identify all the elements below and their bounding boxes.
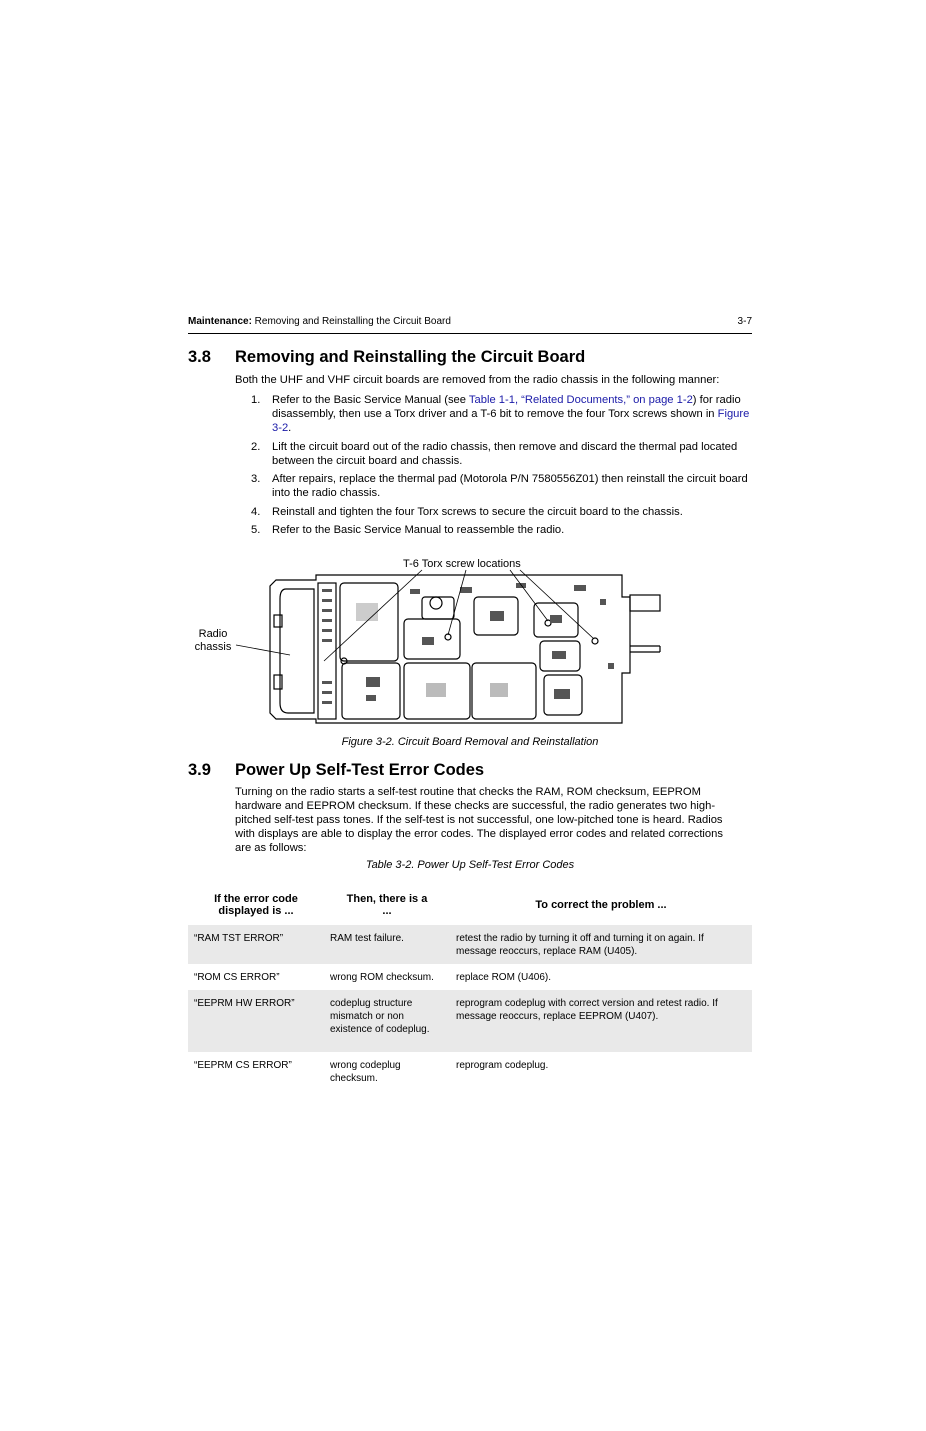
error-fix: reprogram codeplug with correct version and retest radio. If message reoccurs, replace EEPROM (U407). [450, 990, 752, 1052]
step-item [235, 523, 753, 537]
step-item [235, 440, 753, 468]
error-cause: wrong codeplug checksum. [330, 1060, 401, 1084]
col-header: If the error code displayed is ... [214, 893, 298, 917]
step-text: Reinstall and tighten the four Torx screws to secure the circuit board to the chassis. [272, 505, 683, 518]
error-cause: codeplug structure mismatch or non existence of codeplug. [324, 990, 450, 1052]
torx-screw-marker [592, 638, 598, 644]
section-title: Power Up Self-Test Error Codes [235, 761, 485, 779]
flex-connector-strip [318, 583, 336, 719]
error-fix: replace ROM (U406). [456, 972, 552, 983]
antenna-connector [630, 595, 660, 611]
error-code: “RAM TST ERROR” [188, 925, 324, 964]
screw-leader-line [448, 570, 466, 635]
step-number: 5. [251, 524, 261, 537]
related-documents-link[interactable]: Table 1-1, “Related Documents,” on page 1-2 [468, 394, 693, 406]
error-cause: RAM test failure. [324, 925, 450, 964]
step-text: Refer to the Basic Service Manual to reassemble the radio. [272, 524, 565, 537]
shield-can [340, 583, 398, 661]
step-text: Lift the circuit board out of the radio chassis, then remove and discard the thermal pad located between the circuit board and chassis. [272, 440, 738, 467]
circuit-board-figure [190, 553, 670, 731]
error-fix: retest the radio by turning it off and turning it on again. If message reoccurs, replace RAM (U405). [450, 925, 752, 964]
screw-leader-line [510, 570, 548, 621]
table-row [188, 964, 752, 990]
section-3-8-heading [188, 348, 752, 368]
error-cause: wrong ROM checksum. [330, 972, 434, 983]
table-row [188, 990, 752, 1052]
section-number: 3.8 [188, 348, 211, 366]
step-text: Refer to the Basic Service Manual (see [272, 394, 469, 406]
step-text: After repairs, replace the thermal pad (Motorola P/N 7580556Z01) then reinstall the circuit board into the radio chassis. [272, 473, 748, 500]
screw-leader-line [324, 570, 422, 661]
table-row [188, 925, 752, 964]
error-code: “ROM CS ERROR” [194, 972, 280, 983]
table-header-row [188, 885, 752, 925]
section-number: 3.9 [188, 761, 211, 779]
section-3-9-paragraph: Turning on the radio starts a self-test routine that checks the RAM, ROM checksum, EEPROM hardware and EEPROM checksum. If these checks are successful, the radio generates two high-pitched self-test pass tones. If the self-test is not successful, one low-pitched tone is heard. Radios with displays are able to display the error codes. The displayed error codes and related corrections are as follows: [235, 786, 723, 854]
step-number: 2. [251, 440, 261, 453]
step-item [235, 393, 753, 435]
step-number: 1. [251, 394, 261, 406]
section-title: Removing and Reinstalling the Circuit Board [235, 348, 586, 366]
callout-line: Radio [198, 628, 228, 640]
callout-radio-chassis [185, 628, 241, 654]
battery-contact [422, 597, 454, 619]
error-fix: reprogram codeplug. [456, 1060, 549, 1071]
col-header: Then, there is a ... [346, 893, 428, 917]
error-code: “EEPRM HW ERROR” [188, 990, 324, 1052]
step-number: 3. [251, 473, 261, 486]
figure-caption: Figure 3-2. Circuit Board Removal and Reinstallation [341, 736, 599, 748]
circuit-board-drawing [190, 553, 670, 731]
step-number: 4. [251, 505, 261, 518]
chassis-inner-edge [280, 589, 314, 713]
error-code-table-wrap [188, 885, 752, 1091]
section-3-9-heading [188, 761, 752, 781]
error-code-table [188, 885, 752, 1091]
header-section-title: Removing and Reinstalling the Circuit Board [251, 316, 451, 327]
step-item [235, 505, 753, 519]
chassis-leader-line [236, 645, 290, 655]
table-row [188, 1052, 752, 1091]
section-3-8-intro: Both the UHF and VHF circuit boards are removed from the radio chassis in the following manner: [235, 374, 720, 386]
running-header [188, 316, 752, 327]
step-item [235, 472, 753, 500]
callout-line: chassis [194, 641, 232, 653]
header-rule [188, 333, 752, 334]
page-number: 3-7 [737, 316, 752, 327]
col-header: To correct the problem ... [535, 899, 667, 911]
step-text: ) for radio disassembly, then use a Torx driver and a T-6 bit to remove the four Torx screws shown in [272, 394, 741, 420]
figure-link[interactable]: Figure 3-2 [272, 408, 750, 434]
table-caption: Table 3-2. Power Up Self-Test Error Codes [365, 859, 575, 871]
step-text: . [288, 422, 292, 434]
shield-can [342, 663, 400, 719]
callout-torx-screws: T-6 Torx screw locations [403, 558, 521, 570]
removal-steps [235, 393, 753, 542]
screw-leader-line [520, 570, 594, 639]
header-section-label: Maintenance: [188, 316, 252, 327]
error-code: “EEPRM CS ERROR” [194, 1060, 292, 1071]
